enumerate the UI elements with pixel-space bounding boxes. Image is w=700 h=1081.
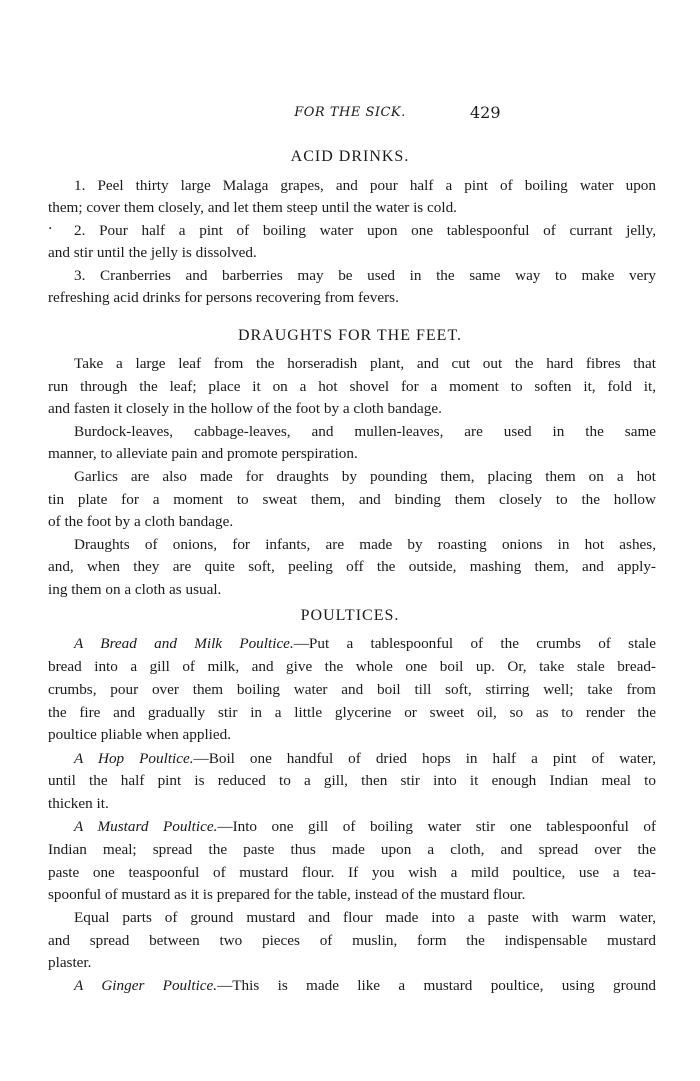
recipe-title: A Hop Poultice. [74,750,194,767]
page-number: 429 [470,103,501,122]
paragraph-line: Burdock-leaves, cabbage-leaves, and mullen-leaves, are used in the same [74,423,656,440]
paragraph-line: poultice pliable when applied. [48,726,232,743]
paragraph-line: of the foot by a cloth bandage. [48,513,234,530]
recipe-text: —Boil one handful of dried hops in half a pint of water, [193,750,656,767]
recipe-title: A Mustard Poultice. [74,818,218,835]
section-heading-acid-drinks: ACID DRINKS. [290,148,410,165]
section-heading-poultices: POULTICES. [300,607,400,624]
paragraph-line: and spread between two pieces of muslin, form the indispensable mustard [48,932,656,949]
paragraph-line [74,817,656,837]
paragraph-line: 1. Peel thirty large Malaga grapes, and pour half a pint of boiling water upon [74,177,656,194]
paragraph-line: spoonful of mustard as it is prepared for the table, instead of the mustard flour. [48,886,526,903]
paragraph-line: Equal parts of ground mustard and flour made into a paste with warm water, [74,909,656,926]
paragraph-line: the fire and gradually stir in a little glycerine or sweet oil, so as to render the [48,704,656,721]
paragraph-line [74,976,656,996]
paragraph-line: tin plate for a moment to sweat them, and binding them closely to the hollow [48,491,656,508]
running-head-title: FOR THE SICK. [294,105,406,120]
paragraph-line: run through the leaf; place it on a hot shovel for a moment to soften it, fold it, [48,378,656,395]
recipe-text: —This is made like a mustard poultice, using ground [217,977,657,994]
recipe-text: —Into one gill of boiling water stir one tablespoonful of [217,818,656,835]
paragraph-line: thicken it. [48,795,109,812]
paragraph-line [74,634,656,654]
paragraph-line: Indian meal; spread the paste thus made upon a cloth, and spread over the [48,841,656,858]
recipe-title: A Ginger Poultice. [74,977,218,994]
paragraph-line: Garlics are also made for draughts by pounding them, placing them on a hot [74,468,656,485]
paragraph-line: refreshing acid drinks for persons recovering from fevers. [48,289,399,306]
paragraph-line: Take a large leaf from the horseradish plant, and cut out the hard fibres that [74,355,656,372]
paragraph-line: 2. Pour half a pint of boiling water upon one tablespoonful of currant jelly, [74,222,656,239]
paragraph-line: bread into a gill of milk, and give the whole one boil up. Or, take stale bread- [48,658,656,675]
section-heading-draughts: DRAUGHTS FOR THE FEET. [237,327,463,344]
paragraph-line: and fasten it closely in the hollow of the foot by a cloth bandage. [48,400,442,417]
recipe-text: —Put a tablespoonful of the crumbs of stale [293,635,656,652]
paragraph-line [74,749,656,769]
paragraph-line: manner, to alleviate pain and promote perspiration. [48,445,358,462]
recipe-title: A Bread and Milk Poultice. [74,635,294,652]
paragraph-line: paste one teaspoonful of mustard flour. If you wish a mild poultice, use a tea- [48,864,656,881]
stray-mark: · [48,221,53,237]
paragraph-line: ing them on a cloth as usual. [48,581,222,598]
paragraph-line: Draughts of onions, for infants, are made by roasting onions in hot ashes, [74,536,656,553]
paragraph-line: crumbs, pour over them boiling water and boil till soft, stirring well; take from [48,681,656,698]
paragraph-line: and, when they are quite soft, peeling off the outside, mashing them, and apply- [48,558,656,575]
paragraph-line: 3. Cranberries and barberries may be used in the same way to make very [74,267,656,284]
paragraph-line: until the half pint is reduced to a gill, then stir into it enough Indian meal to [48,772,656,789]
paragraph-line: them; cover them closely, and let them steep until the water is cold. [48,199,457,216]
paragraph-line: and stir until the jelly is dissolved. [48,244,257,261]
paragraph-line: plaster. [48,954,92,971]
